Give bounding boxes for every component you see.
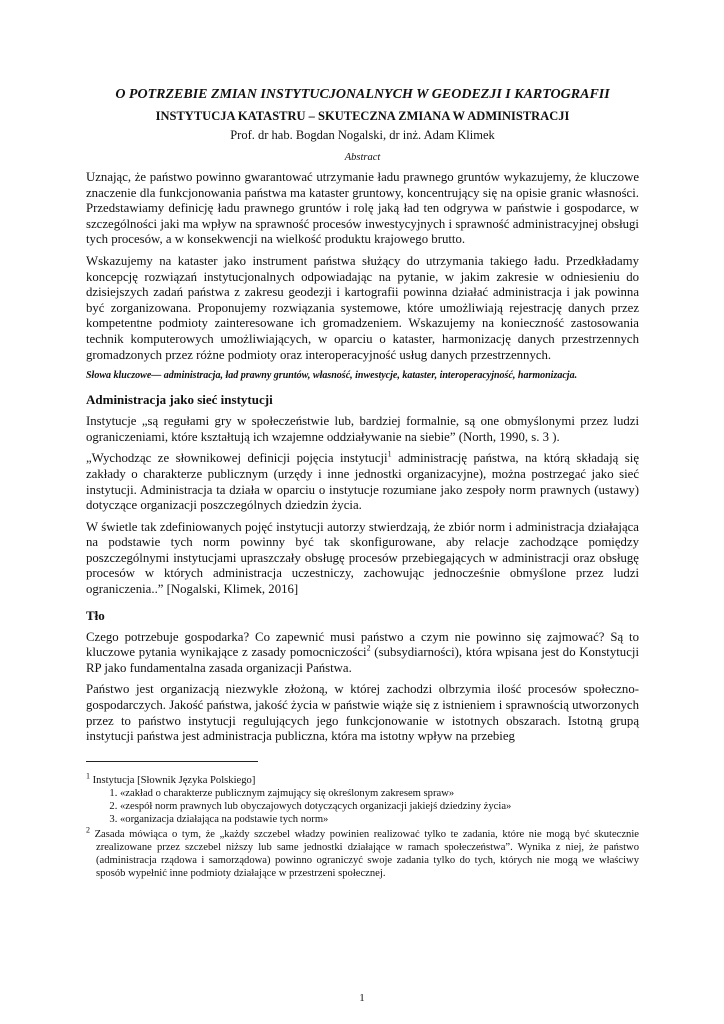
footnote-1 <box>86 771 639 787</box>
section-heading-institutions: Administracja jako sieć instytucji <box>86 392 273 408</box>
footnote-2-mark: 2 <box>86 825 90 835</box>
section1-paragraph-2-rest: administrację państwa, na którą składają się zakłady o charakterze publicznym (urzędy i inne jednostki organizacyjne), można postrzegać jako sieć instytucji. Administracja ta działa w oparciu o instytucje rozumiane jako zespoły norm prawnych (ustawy) dotyczące organizacji poszczególnych dziedzin życia. <box>86 451 640 513</box>
section2-paragraph-1-rest: (subsydiarności), która wpisana jest do Konstytucji RP jako fundamentalna zasada organizacji Państwa. <box>86 645 639 675</box>
abstract-paragraph-2: Wskazujemy na kataster jako instrument państwa służący do utrzymania takiego ładu. Przedkładamy koncepcję rozwiązań instytucjonalnych odpowiadając na pytanie, w jakim zakresie w odniesieniu do dzisiejszych zadań państwa z zakresu geodezji i kartografii powinna działać administracja i jak powinna być zorganizowana. Proponujemy rozwiązania systemowe, które umożliwiają rejestrację danych przez kompetentne podmioty zainteresowane ich gromadzeniem. Wskazujemy na konieczność zastosowania technik komputerowych umożliwiających, w oparciu o kataster, harmonizację danych przestrzennych gromadzonych przez różne podmioty oraz interoperacyjność usług danych przestrzennych. <box>86 253 639 362</box>
footnote-1-mark: 1 <box>86 771 90 781</box>
page-number: 1 <box>359 992 365 1004</box>
footnotes <box>86 771 639 881</box>
footnote-1-text: Instytucja [Słownik Języka Polskiego] <box>90 774 256 786</box>
footnote-2 <box>86 825 639 881</box>
document-page <box>86 86 639 880</box>
keywords: Słowa kluczowe— administracja, ład prawny gruntów, własność, inwestycje, kataster, interoperacyjność, harmonizacja. <box>86 370 578 382</box>
paper-subtitle: INSTYTUCJA KATASTRU – SKUTECZNA ZMIANA W ADMINISTRACJI <box>155 109 570 123</box>
section2-paragraph-1-start: Czego potrzebuje gospodarka? Co zapewnić musi państwo a czym nie powinno się zajmować? Są to kluczowe pytania wynikające z zasady pomocniczości <box>86 629 639 660</box>
section1-paragraph-2-start: „Wychodząc ze słownikowej definicji pojęcia instytucji <box>86 451 388 466</box>
abstract-label: Abstract <box>344 152 381 163</box>
section2-paragraph-2: Państwo jest organizacją niezwykle złożoną, w której zachodzi olbrzymia ilość procesów społeczno-gospodarczych. Jakość państwa, jakość życia w państwie wiąże się z istnieniem i sprawnością utworzonych przez to państwo instytucji regulujących jego funkcjonowanie w istotnych obszarach. Istotną grupą instytucji państwa jest administracja publiczna, która ma istotny wpływ na przebieg <box>86 682 639 744</box>
paper-authors: Prof. dr hab. Bogdan Nogalski, dr inż. Adam Klimek <box>230 128 495 142</box>
section1-paragraph-3: W świetle tak zdefiniowanych pojęć instytucji autorzy stwierdzają, że zbiór norm i administracja działająca na podstawie tych norm powinny być tak skonfigurowane, aby relacje zachodzące pomiędzy poszczególnymi instytucjami upraszczały obsługę procesów przebiegających w administracji oraz obsługę procesów w których administracja uczestniczy, zachowując jednocześnie obmyślone przez ludzi ograniczenia..” [Nogalski, Klimek, 2016] <box>86 519 639 597</box>
abstract-paragraph-1: Uznając, że państwo powinno gwarantować utrzymanie ładu prawnego gruntów wykazujemy, że kluczowe znaczenie dla funkcjonowania państwa ma kataster gruntowy, koncentrujący się na opisie granic własności. Przedstawiamy definicję ładu prawnego gruntów i rolę jaką ład ten odgrywa w państwie i gospodarce, w szczególności jaki ma wpływ na sprawność procesów inwestycyjnych i sprawność administracyjnej obsługi tych procesów, a w konsekwencji na wielkość produktu krajowego brutto. <box>86 170 639 247</box>
footnote-2-text: Zasada mówiąca o tym, że „każdy szczebel władzy powinien realizować tylko te zadania, które nie mogą być skutecznie zrealizowane przez szczebel niższy lub same jednostki działające w ramach społeczeństwa”. Wynika z niej, że państwo (administracja rządowa i samorządowa) powinno ograniczyć swoje zadania tylko do tych, których nie mogą we właściwy sposób wypełnić inne podmioty działające w przestrzeni społecznej. <box>90 828 639 880</box>
footnote-ref-2[interactable]: 2 <box>366 643 371 653</box>
footnote-ref-1[interactable]: 1 <box>387 450 392 460</box>
section1-paragraph-1: Instytucje „są regułami gry w społeczeństwie lub, bardziej formalnie, są one obmyślonymi przez ludzi ograniczeniami, które kształtują ich wzajemne oddziaływanie na siebie” (North, 1990, s. 3 ). <box>86 414 639 444</box>
footnote-1-item: 2. «zespół norm prawnych lub obyczajowych dotyczących organizacji jakiejś dziedziny życia» <box>120 800 639 813</box>
footnote-divider <box>86 761 258 762</box>
section-heading-background: Tło <box>86 607 105 623</box>
paper-title: O POTRZEBIE ZMIAN INSTYTUCJONALNYCH W GEODEZJI I KARTOGRAFII <box>115 87 610 102</box>
footnote-1-item: 1. «zakład o charakterze publicznym zajmujący się określonym zakresem spraw» <box>120 787 639 800</box>
footnote-1-item: 3. «organizacja działająca na podstawie tych norm» <box>120 813 639 826</box>
section2-paragraph-1 <box>86 630 639 677</box>
section1-paragraph-2 <box>86 451 639 513</box>
footnote-1-list <box>86 787 639 827</box>
